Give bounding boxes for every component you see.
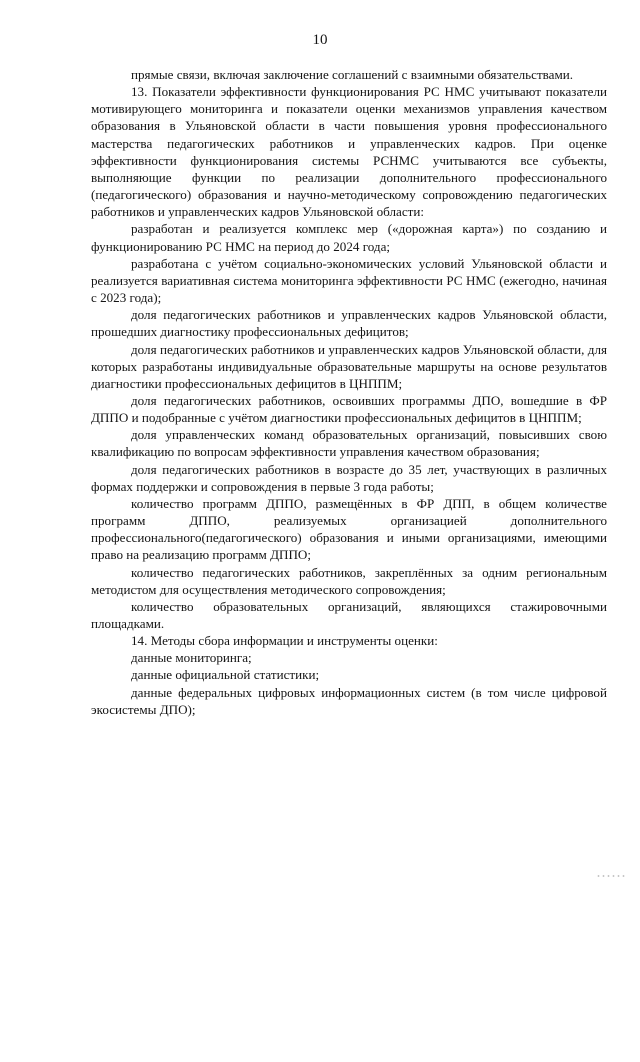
page-number: 10 [312, 32, 328, 48]
list-item-diagnostics-share: доля педагогических работников и управленческих кадров Ульяновской области, прошедших диагностику профессиональных дефицитов; [91, 307, 607, 340]
document-body [91, 66, 607, 718]
list-item-programs-count: количество программ ДППО, размещённых в ФР ДПП, в общем количестве программ ДППО, реализуемых организацией дополнительного профессионального(педагогического) образования и иными организациями, имеющими право на реализацию программ ДППО; [91, 495, 607, 563]
list-item-individual-routes-share: доля педагогических работников и управленческих кадров Ульяновской области, для которых разработаны индивидуальные образовательные маршруты на основе результатов диагностики профессиональных дефицитов в ЦНППМ; [91, 341, 607, 391]
list-item-roadmap: разработан и реализуется комплекс мер («дорожная карта») по созданию и функционированию РС НМС на период до 2024 года; [91, 221, 607, 254]
list-item-young-teachers-share: доля педагогических работников в возрасте до 35 лет, участвующих в различных формах поддержки и сопровождения в первые 3 года работы; [91, 461, 607, 494]
paragraph-section-13: 13. Показатели эффективности функционирования РС НМС учитывают показатели мотивирующего мониторинга и показатели оценки механизмов управления качеством образования в Ульяновской области в части повышения уровня профессионального мастерства педагогических работников и управленческих кадров. При оценке эффективности функционирования системы РСНМС учитываются все субъекты, выполняющие функции по реализации дополнительного профессионального (педагогического) образования и научно-методическому сопровождению педагогических работников и управленческих кадров Ульяновской области: [91, 84, 607, 220]
list-item-dpo-programs-share: доля педагогических работников, освоивших программы ДПО, вошедшие в ФР ДППО и подобранные с учётом диагностики профессиональных дефицитов в ЦНППМ; [91, 392, 607, 426]
list-item-internship-sites: количество образовательных организаций, являющихся стажировочными площадками. [91, 598, 607, 631]
list-item-monitoring-data: данные мониторинга; [131, 650, 252, 666]
list-item-federal-systems: данные федеральных цифровых информационных систем (в том числе цифровой экосистемы ДПО); [91, 684, 607, 717]
list-item-methodist-ratio: количество педагогических работников, закреплённых за одним региональным методистом для осуществления методического сопровождения; [91, 564, 607, 597]
paragraph-section-14: 14. Методы сбора информации и инструменты оценки: [131, 633, 438, 649]
list-item-official-statistics: данные официальной статистики; [131, 667, 320, 683]
list-item-management-teams-share: доля управленческих команд образовательных организаций, повысивших свою квалификацию по вопросам эффективности управления качеством образования; [91, 427, 607, 460]
list-item-monitoring-system: разработана с учётом социально-экономических условий Ульяновской области и реализуется вариативная система мониторинга эффективности РС НМС (ежегодно, начиная с 2023 года); [91, 255, 607, 306]
paragraph-continuation: прямые связи, включая заключение соглашений с взаимными обязательствами. [131, 67, 574, 82]
scan-artifact [596, 874, 626, 878]
